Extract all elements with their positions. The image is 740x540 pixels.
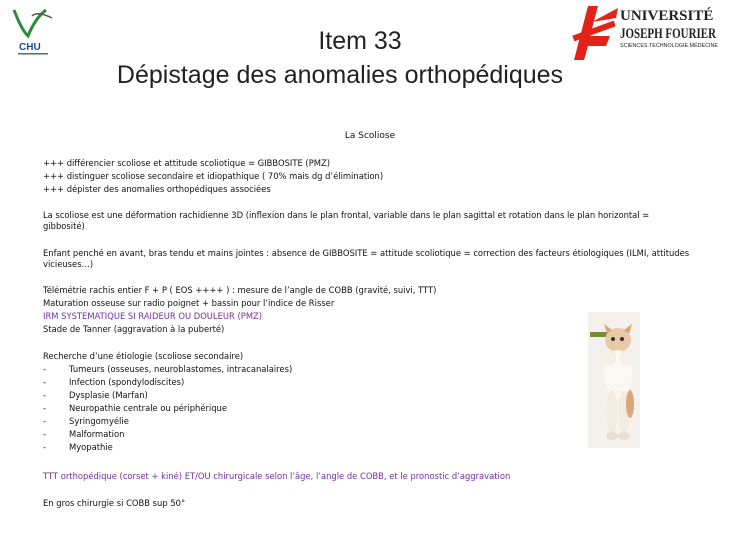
bullet-dash: - xyxy=(43,364,47,374)
etiology-list xyxy=(43,363,292,454)
treatment-line: TTT orthopédique (corset + kiné) ET/OU chirurgicale selon l’âge, l’angle de COBB, et le pronostic d’aggravation xyxy=(43,471,511,481)
surgery-line: En gros chirurgie si COBB sup 50° xyxy=(43,498,186,508)
title-block xyxy=(60,24,620,92)
bullet-dash: - xyxy=(43,416,47,426)
etiology-heading: Recherche d’une étiologie (scoliose secondaire) xyxy=(43,351,244,361)
slide-title-line-1: Item 33 xyxy=(318,27,402,55)
bullet-dash: - xyxy=(43,377,47,387)
list-item xyxy=(43,415,292,428)
bullet-dash: - xyxy=(43,403,47,413)
list-item-label: Neuropathie centrale ou périphérique xyxy=(69,403,228,413)
bullet-dash: - xyxy=(43,442,47,452)
imaging-line-2: Maturation osseuse sur radio poignet + bassin pour l’indice de Risser xyxy=(43,298,335,308)
list-item-label: Syringomyélie xyxy=(69,416,129,426)
list-item xyxy=(43,389,292,402)
list-item-label: Infection (spondylodiscites) xyxy=(69,377,185,387)
list-item-label: Myopathie xyxy=(69,442,113,452)
svg-text:CHU: CHU xyxy=(19,42,41,53)
goal-line: +++ dépister des anomalies orthopédiques associées xyxy=(43,184,271,194)
definition-paragraph: La scoliose est une déformation rachidienne 3D (inflexion dans le plan frontal, variable dans le plan sagittal et rotation dans le plan horizontal = gibbosité) xyxy=(43,210,650,231)
list-item xyxy=(43,402,292,415)
goal-line: +++ distinguer scoliose secondaire et idiopathique ( 70% mais dg d’élimination) xyxy=(43,171,384,181)
svg-text:JOSEPH FOURIER: JOSEPH FOURIER xyxy=(620,26,717,42)
list-item xyxy=(43,363,292,376)
list-item-label: Dysplasie (Marfan) xyxy=(69,390,148,400)
list-item-label: Tumeurs (osseuses, neuroblastomes, intracanalaires) xyxy=(69,364,293,374)
goal-line: +++ différencier scoliose et attitude scoliotique = GIBBOSITE (PMZ) xyxy=(43,158,330,168)
list-item-label: Malformation xyxy=(69,429,125,439)
imaging-line-1: Télémétrie rachis entier F + P ( EOS ++++ ) : mesure de l’angle de COBB (gravité, suivi, TTT) xyxy=(43,285,437,295)
svg-text:UNIVERSITÉ: UNIVERSITÉ xyxy=(620,8,714,24)
svg-text:SCIENCES.TECHNOLOGIE.MÉDECINE: SCIENCES.TECHNOLOGIE.MÉDECINE xyxy=(620,43,712,49)
cat-photo xyxy=(588,312,640,448)
list-item xyxy=(43,428,292,441)
list-item xyxy=(43,441,292,454)
imaging-line-4: Stade de Tanner (aggravation à la puberté) xyxy=(43,324,225,334)
slide-title-line-2: Dépistage des anomalies orthopédiques xyxy=(116,61,564,89)
exam-paragraph: Enfant penché en avant, bras tendu et mains jointes : absence de GIBBOSITE = attitude scoliotique = correction des facteurs étiologiques (ILMI, attitudes vicieuses…) xyxy=(43,248,690,269)
bullet-dash: - xyxy=(43,390,47,400)
bullet-dash: - xyxy=(43,429,47,439)
list-item xyxy=(43,376,292,389)
chu-logo xyxy=(8,6,60,58)
imaging-line-3: IRM SYSTEMATIQUE SI RAIDEUR OU DOULEUR (PMZ) xyxy=(43,311,263,321)
section-subtitle: La Scoliose xyxy=(344,131,396,141)
